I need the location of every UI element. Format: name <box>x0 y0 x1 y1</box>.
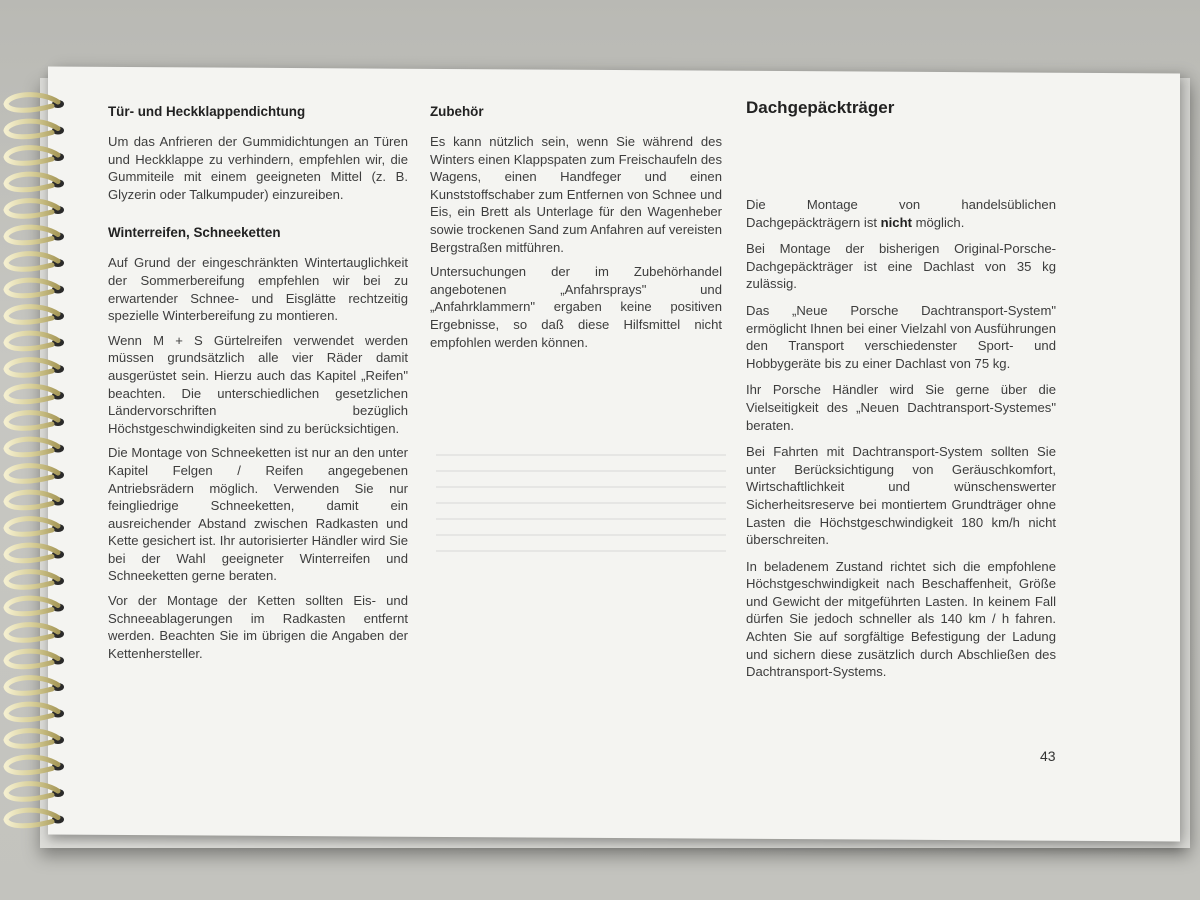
spiral-coil <box>6 651 58 667</box>
paragraph: Um das Anfrieren der Gummidichtungen an Türen und Heckklappe zu verhindern, empfehlen wir, die Gummiteile mit einem geeigneten Mittel (z. B. Glyzerin oder Talkumpuder) einzureiben. <box>108 134 408 202</box>
spiral-coil <box>6 148 58 164</box>
heading-zubehoer: Zubehör <box>430 104 484 119</box>
section-title-dachgepaecktraeger: Dachgepäckträger <box>746 98 895 117</box>
emphasis-nicht: nicht <box>880 214 912 230</box>
column-right <box>746 98 1056 690</box>
spiral-coil <box>6 810 58 826</box>
paragraph: Auf Grund der eingeschränkten Wintertauglichkeit der Sommerbereifung empfehlen wir bei zu erwartender Schnee- und Eisglätte rechtzeitig spezielle Winterbereifung zu montieren. <box>108 255 408 324</box>
paragraph: Das „Neue Porsche Dachtransport-System" ermöglicht Ihnen bei einer Vielzahl von Ausführungen den Transport verschiedenster Sport- und Hobbygeräte bis zu einer Dachlast von 75 kg. <box>746 302 1056 371</box>
spiral-coil <box>6 360 58 376</box>
column-left <box>108 104 408 669</box>
paragraph: Es kann nützlich sein, wenn Sie während des Winters einen Klappspaten zum Freischaufeln des Wagens, einen Handfeger und einen Kunststoffschaber zum Entfernen von Schnee und Eis, ein Brett als Unterlage für den Wagenheber sowie trockenen Sand zum Anfahren auf vereisten Bergstraßen mitführen. <box>430 134 722 255</box>
paragraph: Bei Montage der bisherigen Original-Porsche-Dachgepäckträger ist eine Dachlast von 35 kg zulässig. <box>746 241 1056 292</box>
heading-winterreifen: Winterreifen, Schneeketten <box>108 225 281 241</box>
spiral-coil <box>6 757 58 773</box>
heading-tuer-dichtung: Tür- und Heckklappendichtung <box>108 104 306 119</box>
paragraph: Die Montage von Schneeketten ist nur an den unter Kapitel Felgen / Reifen angegebenen Antriebsrädern möglich. Verwenden Sie nur feingliedrige Schneeketten, damit ein ausreichender Abstand zwischen Radkasten und Kette gesichert ist. Ihr autorisierter Händler wird Sie bei der Wahl geeigneter Winterreifen und Schneeketten gerne beraten. <box>108 445 408 584</box>
spiral-coil <box>6 386 58 402</box>
paragraph: Vor der Montage der Ketten sollten Eis- und Schneeablagerungen im Radkasten entfernt werden. Beachten Sie im übrigen die Angaben der Kettenhersteller. <box>108 593 408 661</box>
spiral-coil <box>6 784 58 800</box>
spiral-coil <box>6 439 58 455</box>
paragraph: Bei Fahrten mit Dachtransport-System sollten Sie unter Berücksichtigung von Geräuschkomfort, Wirtschaftlichkeit und wünschenswerter Sicherheitsreserve bei montiertem Grundträger ohne Lasten die Höchstgeschwindigkeit 180 km/h nicht überschreiten. <box>746 444 1056 548</box>
spiral-coil <box>6 254 58 270</box>
spiral-binding <box>0 70 70 850</box>
spiral-coil <box>6 572 58 588</box>
paragraph: Ihr Porsche Händler wird Sie gerne über die Vielseitigkeit des „Neuen Dachtransport-Systemes" beraten. <box>746 382 1056 433</box>
spiral-coil <box>6 492 58 508</box>
spiral-coil <box>6 174 58 190</box>
spiral-coil <box>6 413 58 429</box>
spiral-coil <box>6 704 58 720</box>
paragraph: In beladenem Zustand richtet sich die empfohlene Höchstgeschwindigkeit nach Beschaffenheit, Größe und Gewicht der mitgeführten Lasten. In keinem Fall dürfen Sie jedoch schneller als 140 km / h fahren. Achten Sie auf sorgfältige Befestigung der Ladung und sichern diese zusätzlich durch Abschließen des Dachtransport-Systems. <box>746 558 1056 680</box>
spiral-coil <box>6 598 58 614</box>
spiral-coil <box>6 678 58 694</box>
spiral-coil <box>6 333 58 349</box>
spiral-coil <box>6 307 58 323</box>
spiral-coil <box>6 227 58 243</box>
spiral-coil <box>6 519 58 535</box>
spiral-coil <box>6 731 58 747</box>
column-middle <box>430 104 722 358</box>
paragraph: Wenn M + S Gürtelreifen verwendet werden müssen grundsätzlich alle vier Räder damit ausgerüstet sein. Hierzu auch das Kapitel „Reifen" beachten. Die unterschiedlichen gesetzlichen Ländervorschriften bezüglich Höchstgeschwindigkeiten sind zu berücksichtigen. <box>108 332 408 436</box>
spiral-coil <box>6 625 58 641</box>
page-number: 43 <box>1040 748 1056 764</box>
spiral-coil <box>6 545 58 561</box>
spiral-coil <box>6 95 58 111</box>
spiral-coil <box>6 466 58 482</box>
paragraph: Untersuchungen der im Zubehörhandel angebotenen „Anfahrsprays" und „Anfahrklammern" ergaben keine positiven Ergebnisse, so daß diese Hilfsmittel nicht empfohlen werden können. <box>430 264 722 350</box>
spiral-coil <box>6 201 58 217</box>
spiral-coil <box>6 121 58 137</box>
spiral-coil <box>6 280 58 296</box>
paragraph: Die Montage von handelsüblichen Dachgepäckträgern ist nicht möglich. <box>746 197 1056 230</box>
show-through-text <box>436 440 726 580</box>
